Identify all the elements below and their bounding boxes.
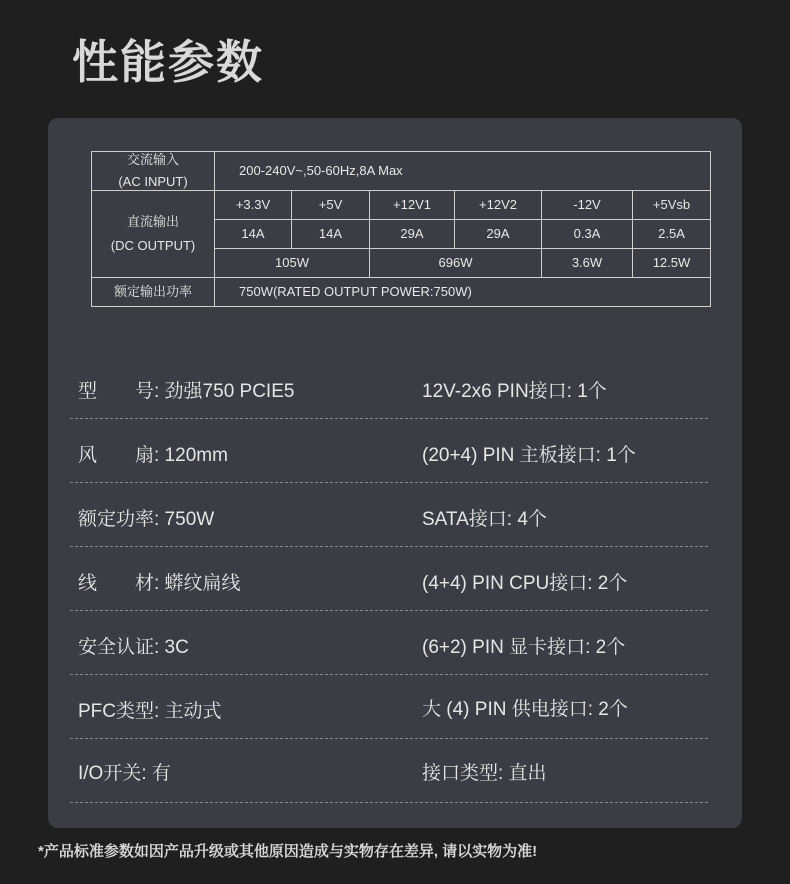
current-cell: 29A bbox=[455, 220, 542, 249]
rail-cell: +5V bbox=[292, 191, 370, 220]
ac-input-row bbox=[92, 152, 711, 191]
current-cell: 14A bbox=[215, 220, 292, 249]
spec-row bbox=[70, 418, 708, 483]
spec-left: 额定功率: 750W bbox=[78, 509, 215, 530]
spec-left: 型 号: 劲强750 PCIE5 bbox=[78, 381, 295, 402]
spec-left: 线 材: 蟒纹扁线 bbox=[78, 573, 241, 594]
spec-row bbox=[70, 738, 708, 803]
spec-left: 风 扇: 120mm bbox=[78, 445, 228, 466]
ac-label-cn: 交流输入 bbox=[126, 152, 179, 167]
spec-row bbox=[70, 354, 708, 419]
spec-row bbox=[70, 674, 708, 739]
spec-right: (20+4) PIN 主板接口: 1个 bbox=[422, 445, 636, 466]
ac-input-value: 200-240V~,50-60Hz,8A Max bbox=[215, 152, 711, 191]
dc-output-label bbox=[92, 191, 215, 278]
rail-cell: +12V2 bbox=[455, 191, 542, 220]
rail-cell: +5Vsb bbox=[633, 191, 711, 220]
current-cell: 14A bbox=[292, 220, 370, 249]
dc-label-cn: 直流输出 bbox=[126, 214, 179, 229]
current-cell: 2.5A bbox=[633, 220, 711, 249]
power-cell: 3.6W bbox=[542, 249, 633, 278]
spec-right: 12V-2x6 PIN接口: 1个 bbox=[422, 381, 607, 402]
spec-right: (6+2) PIN 显卡接口: 2个 bbox=[422, 637, 626, 658]
power-cell: 12.5W bbox=[633, 249, 711, 278]
spec-right: 大 (4) PIN 供电接口: 2个 bbox=[422, 699, 628, 720]
rated-power-row bbox=[92, 278, 711, 307]
rail-cell: -12V bbox=[542, 191, 633, 220]
rail-cell: +3.3V bbox=[215, 191, 292, 220]
current-cell: 0.3A bbox=[542, 220, 633, 249]
spec-left: PFC类型: 主动式 bbox=[78, 701, 222, 722]
power-cell: 105W bbox=[215, 249, 370, 278]
spec-row bbox=[70, 610, 708, 675]
rail-cell: +12V1 bbox=[370, 191, 455, 220]
disclaimer-note: *产品标准参数如因产品升级或其他原因造成与实物存在差异, 请以实物为准! bbox=[38, 843, 538, 860]
rated-power-value: 750W(RATED OUTPUT POWER:750W) bbox=[215, 278, 711, 307]
dc-rails-row bbox=[92, 191, 711, 220]
spec-row bbox=[70, 482, 708, 547]
dc-label-en: (DC OUTPUT) bbox=[110, 238, 196, 253]
spec-right: 接口类型: 直出 bbox=[422, 763, 547, 784]
power-spec-table bbox=[91, 151, 711, 307]
spec-right: SATA接口: 4个 bbox=[422, 509, 547, 530]
ac-label-en: (AC INPUT) bbox=[118, 174, 188, 189]
ac-input-label bbox=[92, 152, 215, 191]
current-cell: 29A bbox=[370, 220, 455, 249]
spec-panel bbox=[48, 118, 742, 828]
power-cell: 696W bbox=[370, 249, 542, 278]
spec-row bbox=[70, 546, 708, 611]
spec-left: 安全认证: 3C bbox=[78, 637, 189, 658]
spec-right: (4+4) PIN CPU接口: 2个 bbox=[422, 573, 628, 594]
rated-power-label: 额定输出功率 bbox=[92, 278, 215, 307]
spec-left: I/O开关: 有 bbox=[78, 763, 171, 784]
page-title: 性能参数 bbox=[72, 35, 264, 89]
